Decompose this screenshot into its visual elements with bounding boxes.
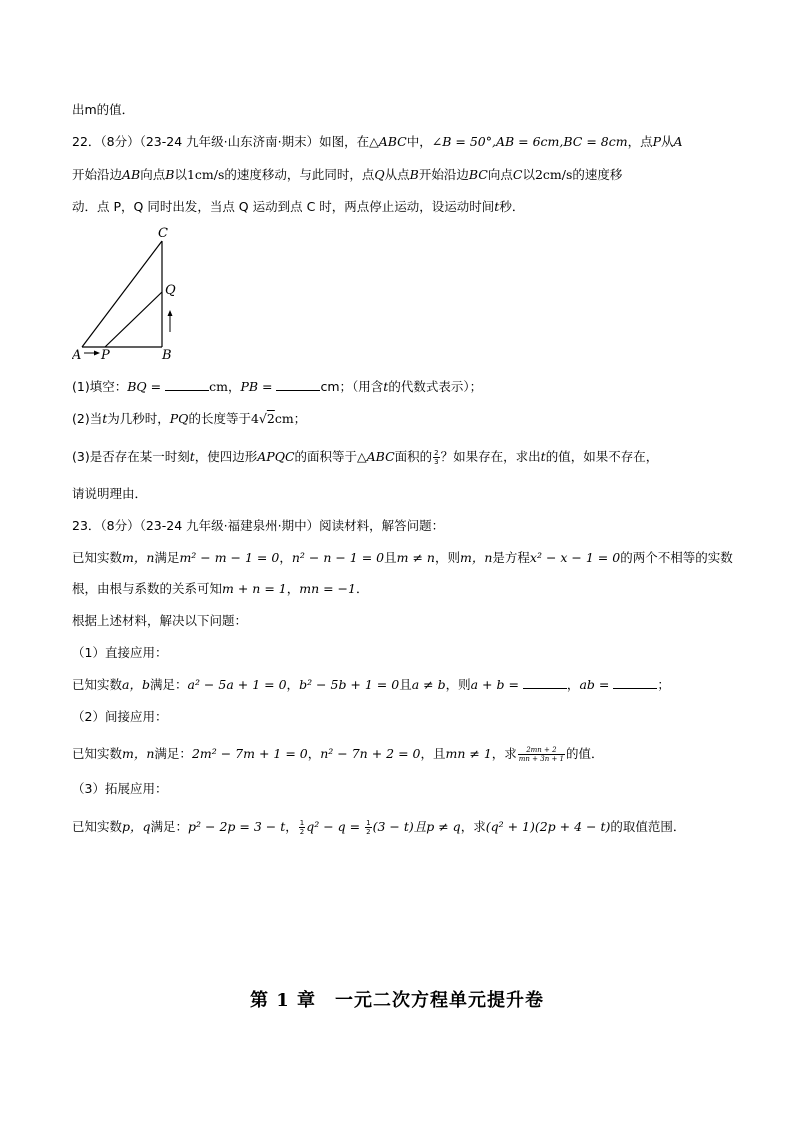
fraction-2-3	[433, 449, 439, 466]
text: 已知实数	[72, 746, 123, 761]
math: b² − 5b + 1 = 0	[299, 677, 400, 692]
math: p，q	[122, 819, 151, 834]
text: 的值，如果不存在，	[545, 449, 659, 464]
label-a: A	[72, 348, 82, 363]
text: 满足：	[154, 746, 192, 761]
text: ；	[657, 677, 670, 692]
answer-blank[interactable]	[523, 676, 567, 689]
text-line	[72, 166, 622, 184]
text: 的速度移	[572, 167, 623, 182]
math: ∠B = 50°,AB = 6cm,BC = 8cm	[431, 134, 628, 149]
text: 的取值范围．	[610, 819, 686, 834]
text: 以	[174, 167, 187, 182]
text: ，使四边形	[194, 449, 258, 464]
math: 2cm/s	[534, 167, 573, 182]
text: 的值．	[566, 746, 604, 761]
sqrt-expression: 4√2	[250, 411, 275, 426]
math: m + n = 1	[222, 581, 287, 596]
label-q: Q	[165, 283, 176, 298]
text: ，点	[627, 134, 653, 149]
text: 向点	[140, 167, 166, 182]
text: 出m的值．	[72, 102, 135, 117]
math: 2m² − 7m + 1 = 0	[191, 746, 308, 761]
math: ab =	[579, 677, 610, 692]
math: a ≠ b	[411, 677, 446, 692]
text: ，求	[491, 746, 517, 761]
text-line	[72, 485, 147, 503]
subquestion-heading: （1）直接应用：	[72, 645, 168, 660]
text: 从	[661, 134, 674, 149]
question-23-part-2	[72, 745, 604, 763]
text: cm，	[209, 379, 241, 394]
math: B	[409, 167, 419, 182]
math: m，n	[459, 550, 493, 565]
text: 是方程	[492, 550, 530, 565]
text: ，则	[434, 550, 460, 565]
math: (q² + 1)(2p + 4 − t)	[485, 819, 611, 834]
numerator: 2	[434, 449, 439, 457]
math: t	[189, 449, 195, 464]
arrow-p-head	[94, 351, 100, 356]
chapter-title: 第 1 章 一元二次方程单元提升卷	[249, 990, 545, 1011]
text: 已知实数	[72, 550, 123, 565]
text: 且	[399, 677, 412, 692]
numerator: 1	[299, 819, 305, 827]
question-23-part-3	[72, 818, 685, 836]
text: 开始沿边	[418, 167, 469, 182]
text: 以	[522, 167, 535, 182]
text-line	[72, 644, 167, 662]
math: mn = −1	[299, 581, 356, 596]
text: 向点	[487, 167, 513, 182]
math: a，b	[122, 677, 150, 692]
text: 面积的	[394, 449, 433, 464]
math: t	[383, 379, 389, 394]
text: ，且	[420, 746, 446, 761]
question-22-part-3	[72, 448, 658, 466]
text: cm；	[274, 411, 307, 426]
text: 23．（8分）（23-24 九年级·福建泉州·期中）阅读材料，解答问题：	[72, 518, 445, 533]
math: BC	[468, 167, 488, 182]
text: 的速度移动，与此同时，点	[224, 167, 375, 182]
text: 请说明理由．	[72, 486, 148, 501]
math: △ABC	[357, 449, 395, 464]
text: (2)当	[72, 411, 103, 426]
denominator: 2	[299, 828, 305, 836]
math: p ≠ q	[426, 819, 461, 834]
math: APQC	[257, 449, 295, 464]
text: ？如果存在，求出	[440, 449, 541, 464]
math: p² − 2p = 3 − t	[188, 819, 286, 834]
question-23-header	[72, 517, 444, 535]
text: 已知实数	[72, 677, 123, 692]
math: P	[652, 134, 662, 149]
answer-blank[interactable]	[613, 676, 657, 689]
fraction-1-2	[365, 819, 371, 836]
math: 1cm/s	[186, 167, 225, 182]
text: ，	[286, 677, 300, 692]
answer-blank[interactable]	[276, 378, 320, 391]
text: 满足：	[149, 677, 188, 692]
math: n² − 7n + 2 = 0	[320, 746, 421, 761]
denominator: 2	[366, 828, 371, 836]
math: C	[512, 167, 523, 182]
text: 满足	[154, 550, 180, 565]
question-22-part-2	[72, 410, 306, 428]
text: ，	[285, 819, 298, 834]
math: 2	[266, 411, 275, 426]
text: 秒．	[499, 199, 525, 214]
text: ，	[286, 581, 300, 596]
denominator: 3	[434, 458, 439, 466]
math: q² − q =	[306, 819, 361, 834]
question-22-header	[72, 133, 683, 151]
text: ，求	[460, 819, 486, 834]
math: PB =	[240, 379, 273, 394]
text-line	[72, 101, 134, 119]
math: m，n	[122, 550, 155, 565]
text: ．	[356, 581, 369, 596]
math: t	[540, 449, 546, 464]
math: 4	[250, 411, 259, 426]
math: B	[165, 167, 175, 182]
numerator: 1	[366, 819, 371, 827]
math: x² − x − 1 = 0	[529, 550, 621, 565]
text: 中，	[406, 134, 432, 149]
math: Q	[374, 167, 385, 182]
text: ，则	[445, 677, 471, 692]
text: 且	[384, 550, 397, 565]
math: t	[494, 199, 500, 214]
label-p: P	[101, 348, 110, 363]
text-line	[72, 549, 733, 567]
math: AB	[122, 167, 141, 182]
text: 的面积等于	[294, 449, 358, 464]
text: 已知实数	[72, 819, 123, 834]
question-23-part-1	[72, 676, 670, 694]
math: △ABC	[369, 134, 407, 149]
text-line	[72, 780, 167, 798]
text: 满足：	[150, 819, 189, 834]
text: (3)是否存在某一时刻	[72, 449, 190, 464]
answer-blank[interactable]	[165, 378, 209, 391]
text: 的代数式表示）；	[388, 379, 483, 394]
fraction-expression	[518, 746, 565, 763]
fraction-1-2	[299, 819, 305, 836]
segment-pq	[105, 292, 162, 347]
math: mn ≠ 1	[445, 746, 492, 761]
text: 开始沿边	[72, 167, 123, 182]
arrow-q-head	[168, 310, 173, 316]
text: (1)填空：	[72, 379, 128, 394]
text-line	[72, 198, 524, 216]
math: m，n	[122, 746, 155, 761]
text-line	[72, 580, 369, 598]
text-line	[72, 708, 167, 726]
math: a² − 5a + 1 = 0	[187, 677, 287, 692]
denominator: mn + 3n + 1	[518, 755, 564, 763]
label-c: C	[158, 226, 168, 241]
label-b: B	[162, 348, 172, 363]
math: PQ	[169, 411, 189, 426]
text: 根据上述材料，解决以下问题：	[72, 613, 248, 628]
subquestion-heading: （3）拓展应用：	[72, 781, 168, 796]
subquestion-heading: （2）间接应用：	[72, 709, 168, 724]
math: m² − m − 1 = 0	[179, 550, 280, 565]
text: 为几秒时，	[107, 411, 170, 426]
math: m ≠ n	[396, 550, 435, 565]
text: cm；（用含	[320, 379, 384, 394]
math: a + b =	[470, 677, 519, 692]
math: (3 − t)且	[372, 819, 427, 834]
text: 从点	[384, 167, 410, 182]
math: t	[102, 411, 108, 426]
numerator: 2mn + 2	[518, 746, 565, 755]
text: 动．点 P，Q 同时出发，当点 Q 运动到点 C 时，两点停止运动，设运动时间	[72, 199, 495, 214]
math: BQ =	[127, 379, 162, 394]
text: ，	[566, 677, 580, 692]
text: ，	[279, 550, 292, 565]
text: 22．（8分）（23-24 九年级·山东济南·期末）如图，在	[72, 134, 370, 149]
math: A	[673, 134, 683, 149]
text: 根，由根与系数的关系可知	[72, 581, 223, 596]
question-22-part-1	[72, 378, 482, 396]
text: 的长度等于	[188, 411, 251, 426]
text-line	[72, 612, 247, 630]
text: ，	[307, 746, 321, 761]
text: 的两个不相等的实数	[620, 550, 733, 565]
math: n² − n − 1 = 0	[291, 550, 385, 565]
triangle-figure	[72, 226, 192, 366]
